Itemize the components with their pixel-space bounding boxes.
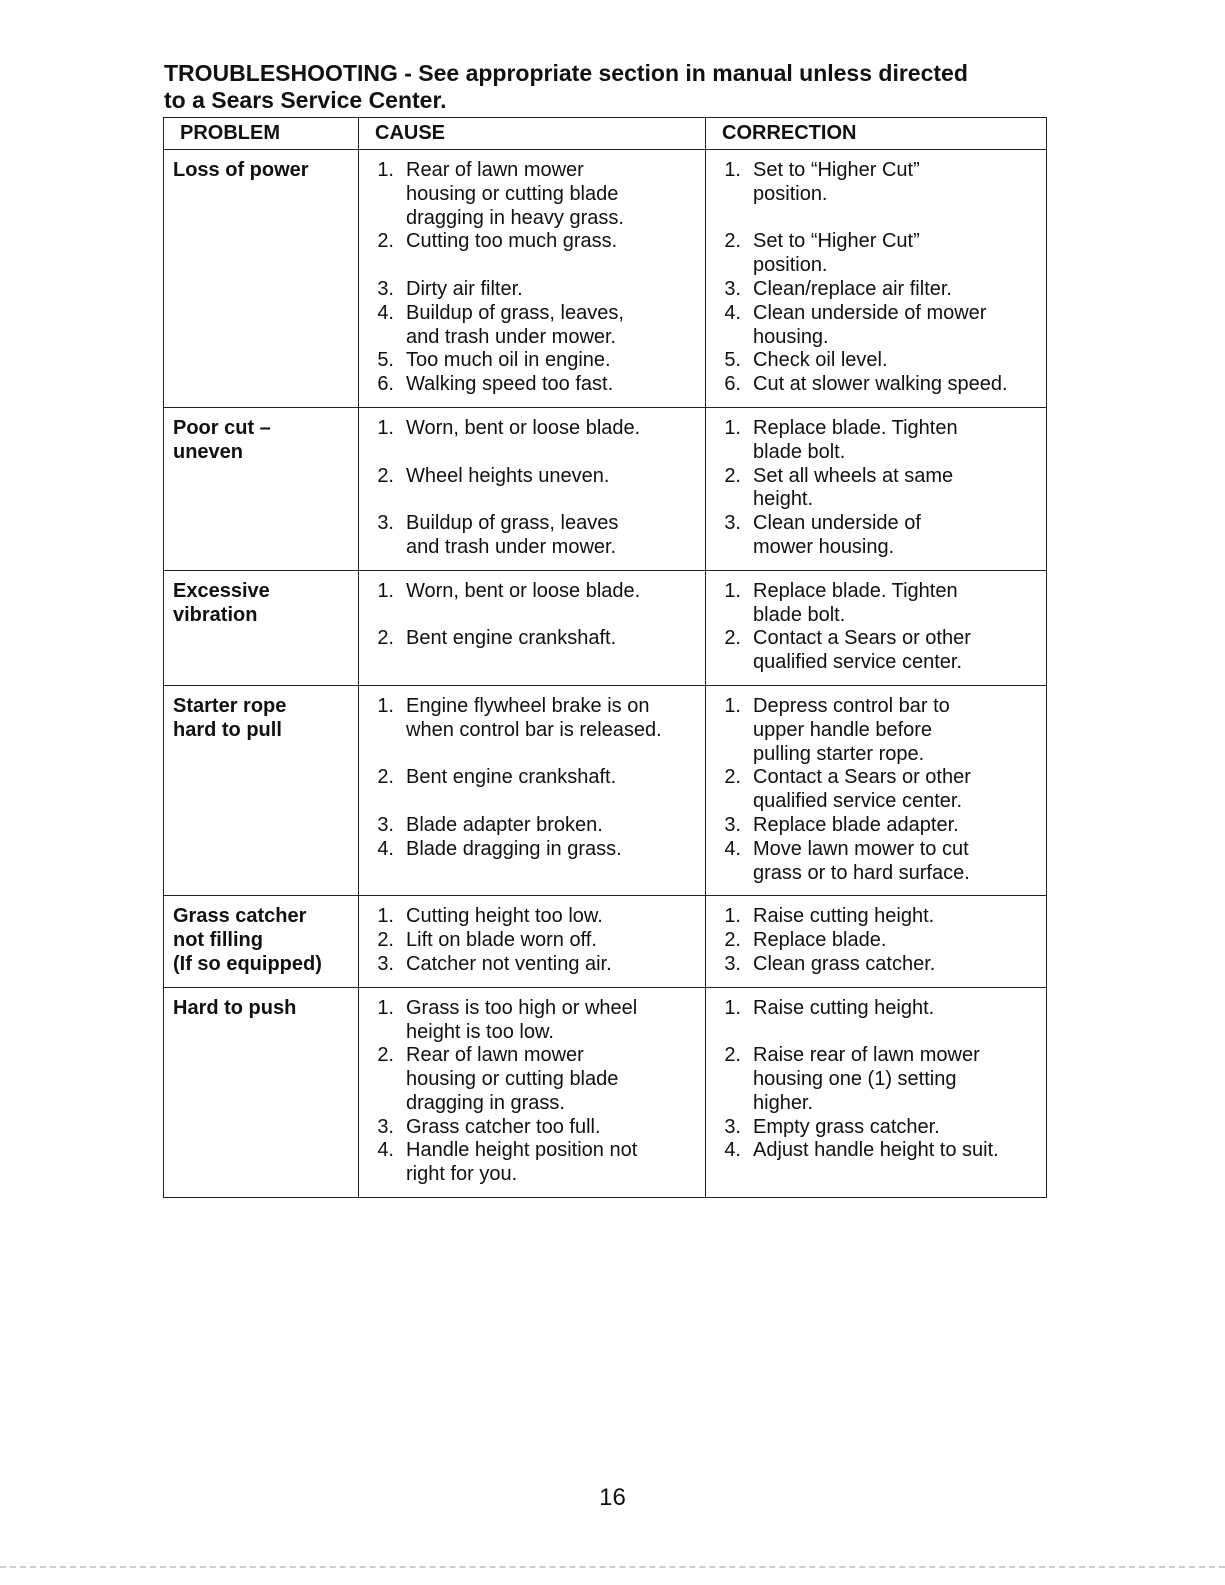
- item-number: 2.: [377, 464, 394, 487]
- item-text-line: mower housing.: [753, 535, 895, 558]
- list-item: [715, 997, 1040, 1045]
- item-text-line: Too much oil in engine.: [406, 349, 611, 372]
- item-text: [753, 159, 1040, 230]
- item-text-line: Clean/replace air filter.: [753, 277, 952, 300]
- item-text-line: Grass is too high or wheel: [406, 996, 638, 1019]
- item-text-line: when control bar is released.: [406, 718, 662, 741]
- list-item: [368, 159, 699, 230]
- item-text-line: Raise cutting height.: [753, 996, 935, 1019]
- item-text-line: Empty grass catcher.: [753, 1115, 940, 1138]
- item-text-line: Adjust handle height to suit.: [753, 1139, 999, 1162]
- list-item: [368, 580, 699, 628]
- item-number: 2.: [377, 627, 394, 650]
- item-text-line: Catcher not venting air.: [406, 952, 612, 975]
- item-text-line: Replace blade.: [753, 929, 887, 952]
- item-text: [406, 929, 699, 953]
- item-text-line: Blade dragging in grass.: [406, 837, 622, 860]
- table-header-row: [164, 118, 1047, 150]
- correction-cell: [706, 987, 1047, 1197]
- item-text: [406, 373, 699, 397]
- problem-cell: [164, 407, 359, 570]
- item-number: 4.: [377, 1139, 394, 1162]
- item-text-line: [406, 790, 699, 814]
- correction-list: [715, 417, 1040, 560]
- item-text-line: Buildup of grass, leaves: [406, 512, 619, 535]
- item-number: 1.: [377, 159, 394, 181]
- list-item: [715, 1139, 1040, 1163]
- list-item: [368, 953, 699, 977]
- item-number: 6.: [377, 373, 394, 396]
- correction-list: [715, 905, 1040, 976]
- item-text: [753, 905, 1040, 929]
- problem-line: Loss of power: [173, 159, 309, 181]
- item-text-line: position.: [753, 254, 828, 277]
- problem-line: Excessive: [173, 579, 270, 602]
- item-number: 3.: [724, 277, 741, 300]
- item-text-line: Lift on blade worn off.: [406, 929, 597, 952]
- item-text-line: Replace blade. Tighten: [753, 579, 958, 602]
- item-text-line: Set all wheels at same: [753, 464, 954, 487]
- item-text: [406, 1044, 699, 1115]
- list-item: [368, 766, 699, 814]
- item-text-line: Walking speed too fast.: [406, 373, 614, 396]
- item-text: [406, 1116, 699, 1140]
- item-text-line: [406, 743, 699, 767]
- item-text: [753, 373, 1040, 397]
- table-row: [164, 570, 1047, 685]
- item-number: 1.: [377, 694, 394, 717]
- list-item: [715, 373, 1040, 397]
- item-text-line: Move lawn mower to cut: [753, 837, 969, 860]
- item-number: 2.: [377, 929, 394, 952]
- list-item: [368, 512, 699, 560]
- table-row: [164, 987, 1047, 1197]
- item-text-line: Clean grass catcher.: [753, 952, 936, 975]
- list-item: [368, 838, 699, 862]
- item-text-line: Set to “Higher Cut”: [753, 159, 920, 181]
- item-text-line: Clean underside of mower: [753, 301, 987, 324]
- item-text-line: Worn, bent or loose blade.: [406, 579, 641, 602]
- item-text-line: qualified service center.: [753, 651, 963, 674]
- item-text-line: housing or cutting blade: [406, 1068, 619, 1091]
- item-text-line: Clean underside of: [753, 512, 921, 535]
- correction-cell: [706, 685, 1047, 895]
- scan-edge-divider: [0, 1566, 1225, 1568]
- item-text-line: position.: [753, 182, 828, 205]
- item-text: [406, 766, 699, 814]
- problem-cell: [164, 896, 359, 987]
- cause-cell: [359, 407, 706, 570]
- item-number: 4.: [377, 837, 394, 860]
- list-item: [715, 838, 1040, 886]
- item-number: 3.: [724, 1115, 741, 1138]
- item-number: 2.: [724, 230, 741, 253]
- item-text-line: Cutting too much grass.: [406, 230, 618, 253]
- list-item: [368, 465, 699, 513]
- item-text-line: housing.: [753, 325, 829, 348]
- list-item: [715, 814, 1040, 838]
- item-text: [753, 580, 1040, 628]
- item-text-line: Bent engine crankshaft.: [406, 766, 617, 789]
- problem-line: Hard to push: [173, 996, 297, 1019]
- item-text: [753, 465, 1040, 513]
- table-row: [164, 150, 1047, 408]
- column-header-cause: CAUSE: [359, 118, 706, 150]
- cause-list: [368, 417, 699, 560]
- problem-cell: [164, 987, 359, 1197]
- list-item: [715, 953, 1040, 977]
- correction-cell: [706, 150, 1047, 408]
- problem-line: Starter rope: [173, 694, 287, 717]
- table-row: [164, 896, 1047, 987]
- item-text-line: Raise rear of lawn mower: [753, 1044, 980, 1067]
- list-item: [715, 278, 1040, 302]
- item-text: [753, 417, 1040, 465]
- troubleshooting-table: [163, 117, 1047, 1198]
- problem-line: not filling: [173, 929, 263, 952]
- item-text-line: Blade adapter broken.: [406, 813, 603, 836]
- cause-list: [368, 997, 699, 1187]
- cause-cell: [359, 987, 706, 1197]
- problem-cell: [164, 150, 359, 408]
- list-item: [368, 1139, 699, 1187]
- list-item: [368, 373, 699, 397]
- list-item: [715, 580, 1040, 628]
- item-number: 2.: [724, 627, 741, 650]
- item-number: 1.: [377, 579, 394, 602]
- item-number: 3.: [377, 277, 394, 300]
- item-text-line: Replace blade. Tighten: [753, 416, 958, 439]
- item-number: 2.: [724, 464, 741, 487]
- item-number: 6.: [724, 373, 741, 396]
- item-number: 2.: [724, 1044, 741, 1067]
- item-text-line: Contact a Sears or other: [753, 766, 971, 789]
- item-number: 1.: [724, 905, 741, 928]
- column-header-problem: PROBLEM: [164, 118, 359, 150]
- item-text: [406, 1139, 699, 1187]
- list-item: [368, 814, 699, 838]
- item-text-line: [406, 488, 699, 512]
- item-text-line: Handle height position not: [406, 1139, 638, 1162]
- cause-list: [368, 905, 699, 976]
- item-text-line: [753, 207, 1040, 231]
- item-number: 1.: [377, 905, 394, 928]
- item-text: [753, 953, 1040, 977]
- item-text: [753, 814, 1040, 838]
- correction-list: [715, 997, 1040, 1164]
- item-text-line: blade bolt.: [753, 603, 846, 626]
- item-text-line: Wheel heights uneven.: [406, 464, 610, 487]
- item-text-line: pulling starter rope.: [753, 742, 925, 765]
- correction-list: [715, 695, 1040, 885]
- problem-line: Poor cut –: [173, 416, 271, 439]
- item-text: [753, 302, 1040, 350]
- column-header-correction: CORRECTION: [706, 118, 1047, 150]
- list-item: [368, 417, 699, 465]
- item-text-line: [406, 651, 699, 675]
- item-text: [406, 580, 699, 628]
- item-text: [406, 814, 699, 838]
- list-item: [715, 465, 1040, 513]
- item-text: [753, 230, 1040, 278]
- list-item: [368, 1116, 699, 1140]
- item-text-line: [406, 254, 699, 278]
- list-item: [715, 929, 1040, 953]
- item-text: [406, 278, 699, 302]
- list-item: [715, 417, 1040, 465]
- item-text-line: height.: [753, 488, 814, 511]
- item-text: [406, 230, 699, 278]
- list-item: [368, 349, 699, 373]
- item-text-line: [753, 1021, 1040, 1045]
- item-text-line: dragging in heavy grass.: [406, 206, 624, 229]
- item-text-line: blade bolt.: [753, 440, 846, 463]
- item-text: [753, 627, 1040, 675]
- table-row: [164, 685, 1047, 895]
- item-text: [406, 953, 699, 977]
- list-item: [715, 230, 1040, 278]
- correction-list: [715, 580, 1040, 675]
- item-text-line: Cutting height too low.: [406, 905, 603, 928]
- item-text-line: height is too low.: [406, 1020, 554, 1043]
- item-text-line: Depress control bar to: [753, 694, 950, 717]
- item-text-line: [406, 441, 699, 465]
- item-text-line: right for you.: [406, 1163, 518, 1186]
- problem-cell: [164, 570, 359, 685]
- item-text: [753, 1139, 1040, 1163]
- cause-cell: [359, 896, 706, 987]
- list-item: [715, 159, 1040, 230]
- item-text: [406, 417, 699, 465]
- item-text-line: and trash under mower.: [406, 535, 617, 558]
- cause-cell: [359, 685, 706, 895]
- list-item: [368, 997, 699, 1045]
- item-number: 1.: [377, 996, 394, 1019]
- list-item: [368, 929, 699, 953]
- item-number: 5.: [724, 349, 741, 372]
- item-number: 4.: [377, 301, 394, 324]
- problem-line: Grass catcher: [173, 905, 307, 928]
- cause-list: [368, 580, 699, 675]
- item-text: [406, 695, 699, 766]
- item-number: 2.: [377, 230, 394, 253]
- item-text: [406, 997, 699, 1045]
- list-item: [715, 512, 1040, 560]
- cause-list: [368, 159, 699, 397]
- problem-cell: [164, 685, 359, 895]
- item-number: 1.: [724, 579, 741, 602]
- item-number: 4.: [724, 1139, 741, 1162]
- item-number: 1.: [724, 416, 741, 439]
- item-text-line: Dirty air filter.: [406, 277, 523, 300]
- item-text-line: and trash under mower.: [406, 325, 617, 348]
- list-item: [715, 766, 1040, 814]
- list-item: [715, 627, 1040, 675]
- list-item: [715, 302, 1040, 350]
- problem-line: uneven: [173, 440, 244, 463]
- item-text: [753, 766, 1040, 814]
- item-text: [753, 512, 1040, 560]
- item-text: [406, 159, 699, 230]
- list-item: [368, 230, 699, 278]
- list-item: [715, 695, 1040, 766]
- item-text-line: Contact a Sears or other: [753, 627, 971, 650]
- item-text-line: dragging in grass.: [406, 1091, 565, 1114]
- item-text-line: housing one (1) setting: [753, 1068, 957, 1091]
- item-number: 3.: [724, 512, 741, 535]
- item-text-line: Rear of lawn mower: [406, 159, 584, 181]
- item-number: 4.: [724, 301, 741, 324]
- item-number: 3.: [377, 813, 394, 836]
- list-item: [715, 1044, 1040, 1115]
- item-text: [406, 349, 699, 373]
- item-number: 3.: [377, 952, 394, 975]
- item-text: [753, 929, 1040, 953]
- item-number: 1.: [724, 159, 741, 181]
- item-text-line: Worn, bent or loose blade.: [406, 416, 641, 439]
- item-text-line: Check oil level.: [753, 349, 888, 372]
- table-row: [164, 407, 1047, 570]
- item-text: [753, 278, 1040, 302]
- heading-line-2: to a Sears Service Center.: [164, 87, 447, 113]
- item-text: [406, 302, 699, 350]
- list-item: [368, 627, 699, 675]
- item-text: [406, 905, 699, 929]
- item-text-line: Engine flywheel brake is on: [406, 694, 650, 717]
- cause-cell: [359, 570, 706, 685]
- item-number: 2.: [724, 929, 741, 952]
- item-text: [406, 512, 699, 560]
- item-text-line: Bent engine crankshaft.: [406, 627, 617, 650]
- correction-list: [715, 159, 1040, 397]
- item-text-line: Cut at slower walking speed.: [753, 373, 1008, 396]
- list-item: [715, 349, 1040, 373]
- item-text-line: qualified service center.: [753, 790, 963, 813]
- item-number: 3.: [724, 813, 741, 836]
- item-number: 2.: [377, 1044, 394, 1067]
- item-text: [753, 1044, 1040, 1115]
- item-text: [406, 627, 699, 675]
- table-body: [164, 150, 1047, 1198]
- item-text: [753, 838, 1040, 886]
- item-text-line: Set to “Higher Cut”: [753, 230, 920, 253]
- list-item: [368, 278, 699, 302]
- item-number: 3.: [377, 512, 394, 535]
- list-item: [368, 905, 699, 929]
- item-text: [406, 465, 699, 513]
- page-heading: [164, 60, 1064, 114]
- item-text: [753, 1116, 1040, 1140]
- list-item: [368, 302, 699, 350]
- item-text-line: [406, 604, 699, 628]
- problem-line: hard to pull: [173, 718, 282, 741]
- list-item: [368, 695, 699, 766]
- item-number: 3.: [377, 1115, 394, 1138]
- item-number: 1.: [724, 996, 741, 1019]
- item-number: 1.: [377, 416, 394, 439]
- heading-line-1: TROUBLESHOOTING - See appropriate section in manual unless directed: [164, 60, 968, 86]
- item-number: 1.: [724, 694, 741, 717]
- list-item: [715, 1116, 1040, 1140]
- item-number: 5.: [377, 349, 394, 372]
- item-text-line: Rear of lawn mower: [406, 1044, 584, 1067]
- item-text-line: Replace blade adapter.: [753, 813, 959, 836]
- item-text-line: Raise cutting height.: [753, 905, 935, 928]
- item-text-line: grass or to hard surface.: [753, 861, 970, 884]
- item-text-line: higher.: [753, 1091, 814, 1114]
- correction-cell: [706, 407, 1047, 570]
- item-number: 2.: [377, 766, 394, 789]
- item-number: 3.: [724, 952, 741, 975]
- correction-cell: [706, 570, 1047, 685]
- problem-line: (If so equipped): [173, 952, 322, 975]
- problem-line: vibration: [173, 603, 258, 626]
- item-number: 2.: [724, 766, 741, 789]
- item-text-line: Grass catcher too full.: [406, 1115, 601, 1138]
- item-text-line: housing or cutting blade: [406, 182, 619, 205]
- item-text: [753, 349, 1040, 373]
- item-text: [406, 838, 699, 862]
- item-text-line: upper handle before: [753, 718, 933, 741]
- item-number: 4.: [724, 837, 741, 860]
- list-item: [368, 1044, 699, 1115]
- cause-list: [368, 695, 699, 862]
- item-text: [753, 695, 1040, 766]
- page-number: 16: [599, 1484, 626, 1511]
- list-item: [715, 905, 1040, 929]
- cause-cell: [359, 150, 706, 408]
- item-text-line: Buildup of grass, leaves,: [406, 301, 624, 324]
- item-text: [753, 997, 1040, 1045]
- correction-cell: [706, 896, 1047, 987]
